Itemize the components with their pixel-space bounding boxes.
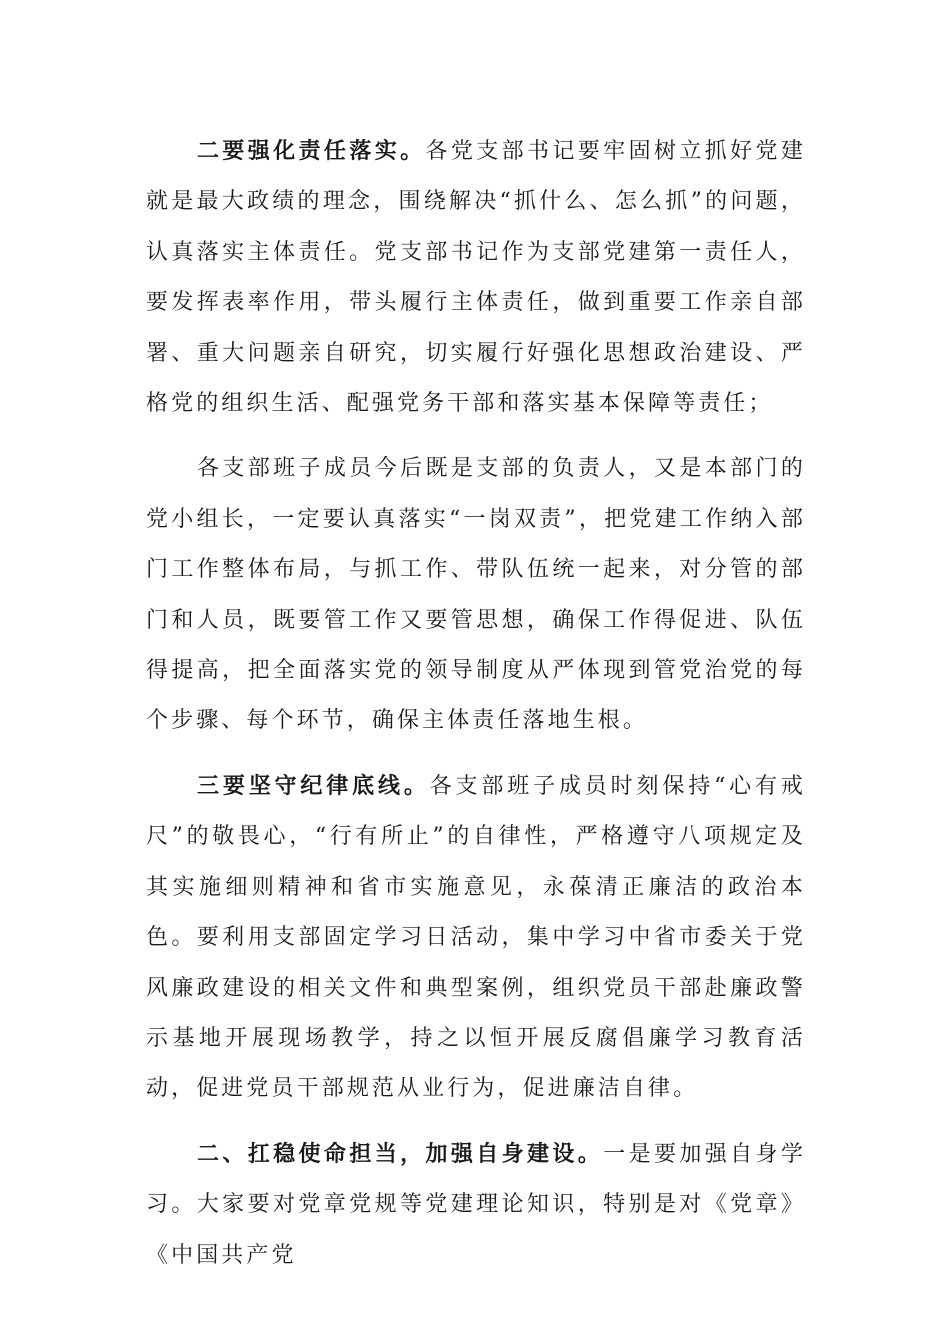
paragraph-heading: 二、扛稳使命担当，加强自身建设。 bbox=[197, 1140, 604, 1167]
paragraph-heading: 二要强化责任落实。 bbox=[197, 138, 426, 164]
paragraph-text: 各支部班子成员今后既是支部的负责人，又是本部门的党小组长，一定要认真落实“一岗双责”，把党建工作纳入部门工作整体布局，与抓工作、带队伍统一起来，对分管的部门和人员，既要管工作又要管思想，确保工作得促进、队伍得提高，把全面落实党的领导制度从严体现到管党治党的每个步骤、每个环节，确保主体责任落地生根。 bbox=[146, 456, 806, 734]
paragraph-heading: 三要坚守纪律底线。 bbox=[197, 772, 430, 799]
paragraph-responsibility bbox=[146, 126, 806, 429]
paragraph-mission bbox=[146, 1129, 806, 1281]
paragraph-text: 各支部班子成员时刻保持“心有戒尺”的敬畏心，“行有所止”的自律性，严格遵守八项规定及其实施细则精神和省市实施意见，永葆清正廉洁的政治本色。要利用支部固定学习日活动，集中学习中省市委关于党风廉政建设的相关文件和典型案例，组织党员干部赴廉政警示基地开展现场教学，持之以恒开展反腐倡廉学习教育活动，促进党员干部规范从业行为，促进廉洁自律。 bbox=[146, 773, 806, 1102]
paragraph-team-members bbox=[146, 443, 806, 746]
paragraph-text: 一是要加强自身学习。大家要对党章党规等党建理论知识，特别是对《党章》《中国共产党 bbox=[146, 1141, 806, 1268]
paragraph-text: 各党支部书记要牢固树立抓好党建就是最大政绩的理念，围绕解决“抓什么、怎么抓”的问题，认真落实主体责任。党支部书记作为支部党建第一责任人，要发挥表率作用，带头履行主体责任，做到重要工作亲自部署、重大问题亲自研究，切实履行好强化思想政治建设、严格党的组织生活、配强党务干部和落实基本保障等责任； bbox=[146, 139, 806, 417]
document-body bbox=[146, 126, 806, 1281]
paragraph-discipline bbox=[146, 761, 806, 1115]
